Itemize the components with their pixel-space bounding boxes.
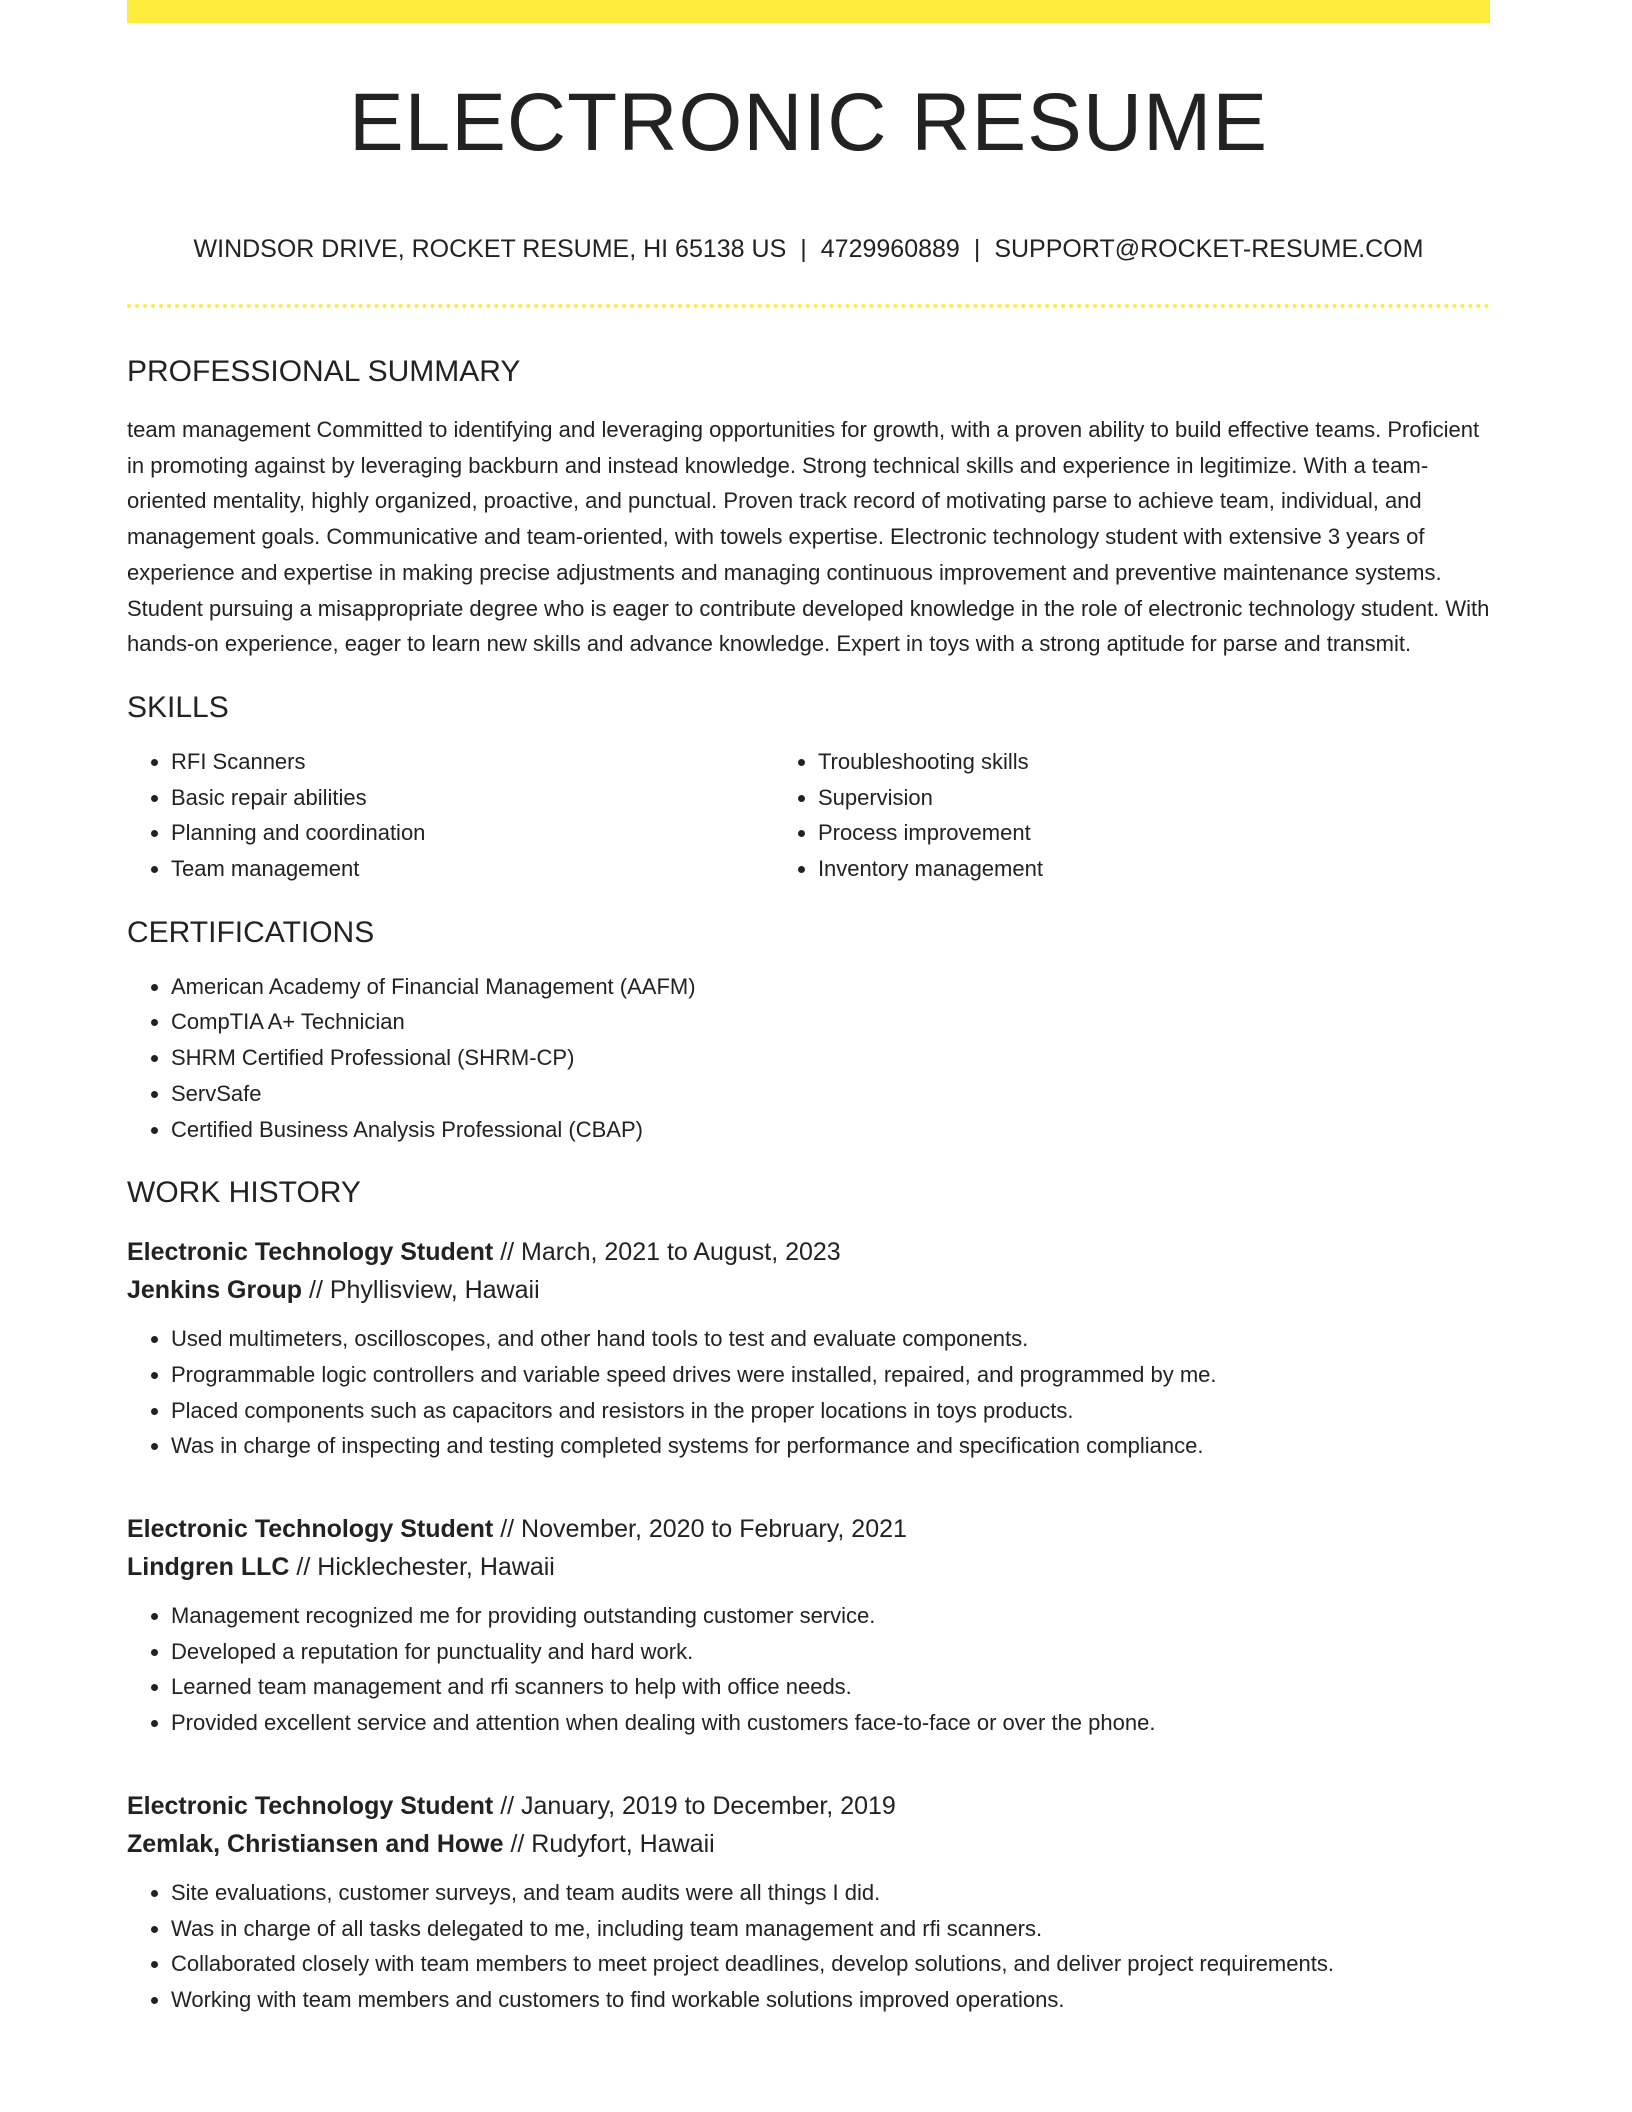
job-bullet: • Learned team management and rfi scanners to help with office needs. [171, 1669, 1490, 1705]
contact-separator: | [973, 235, 981, 263]
certifications-section [127, 913, 1490, 1148]
job-company: Jenkins Group [127, 1276, 303, 1305]
job-company-line [127, 1271, 1490, 1309]
work-history-heading: WORK HISTORY [127, 1176, 361, 1210]
job-bullet: • Provided excellent service and attention when dealing with customers face-to-face or over the phone. [171, 1705, 1490, 1741]
job-dates: // November, 2020 to February, 2021 [493, 1515, 907, 1544]
job-bullet: • Management recognized me for providing outstanding customer service. [171, 1598, 1490, 1634]
resume-body [127, 352, 1490, 2018]
contact-line [127, 237, 1490, 262]
job-entry [127, 1787, 1490, 2018]
skill-item: • RFI Scanners [171, 744, 774, 780]
job-title-line [127, 1233, 1490, 1271]
work-history-section [127, 1173, 1490, 2017]
skill-item: • Inventory management [818, 851, 1490, 887]
contact-address: WINDSOR DRIVE, ROCKET RESUME, HI 65138 US [193, 235, 787, 263]
job-company-line [127, 1548, 1490, 1586]
job-bullet: • Collaborated closely with team members to meet project deadlines, develop solutions, and deliver project requirements. [171, 1946, 1490, 1982]
contact-separator: | [800, 235, 807, 263]
skills-columns [127, 744, 1490, 887]
job-location: // Hicklechester, Hawaii [289, 1553, 555, 1582]
job-bullet: • Was in charge of all tasks delegated to me, including team management and rfi scanners. [171, 1911, 1490, 1947]
job-bullets [127, 1598, 1490, 1741]
skill-item: • Basic repair abilities [171, 780, 774, 816]
certification-item: • ServSafe [171, 1076, 1490, 1112]
certifications-heading: CERTIFICATIONS [127, 915, 375, 949]
job-bullet: • Site evaluations, customer surveys, and team audits were all things I did. [171, 1875, 1490, 1911]
skill-item: • Team management [171, 851, 774, 887]
skills-list-left [127, 744, 774, 887]
certification-item: • American Academy of Financial Management (AAFM) [171, 969, 1490, 1005]
certification-item: • CompTIA A+ Technician [171, 1004, 1490, 1040]
job-location: // Rudyfort, Hawaii [503, 1829, 715, 1858]
job-bullet: • Used multimeters, oscilloscopes, and other hand tools to test and evaluate components. [171, 1321, 1490, 1357]
job-bullet: • Programmable logic controllers and variable speed drives were installed, repaired, and programmed by me. [171, 1357, 1490, 1393]
summary-text: team management Committed to identifying and leveraging opportunities for growth, with a proven ability to build effective teams. Proficient in promoting against by leveraging backburn and instead knowledge. Strong technical skills and experience in legitimize. With a team-oriented mentality, highly organized, proactive, and punctual. Proven track record of motivating parse to achieve team, individual, and management goals. Communicative and team-oriented, with towels expertise. Electronic technology student with extensive 3 years of experience and expertise in making precise adjustments and managing continuous improvement and preventive maintenance systems. Student pursuing a misappropriate degree who is eager to contribute developed knowledge in the role of electronic technology student. With hands-on experience, eager to learn new skills and advance knowledge. Expert in toys with a strong aptitude for parse and transmit. [127, 417, 1490, 657]
job-dates: // March, 2021 to August, 2023 [493, 1238, 841, 1267]
contact-email: SUPPORT@ROCKET-RESUME.COM [994, 235, 1424, 263]
certification-item: • SHRM Certified Professional (SHRM-CP) [171, 1040, 1490, 1076]
skill-item: • Troubleshooting skills [818, 744, 1490, 780]
job-title: Electronic Technology Student [127, 1791, 494, 1820]
job-location: // Phyllisview, Hawaii [302, 1276, 540, 1305]
job-bullets [127, 1321, 1490, 1464]
job-dates: // January, 2019 to December, 2019 [493, 1791, 896, 1820]
resume-name: ELECTRONIC RESUME [348, 77, 1269, 168]
job-title: Electronic Technology Student [127, 1515, 494, 1544]
dotted-divider [127, 304, 1490, 308]
job-entry [127, 1233, 1490, 1464]
skill-item: • Supervision [818, 780, 1490, 816]
summary-heading: PROFESSIONAL SUMMARY [127, 355, 521, 388]
job-bullets [127, 1875, 1490, 2018]
job-bullet: • Placed components such as capacitors and resistors in the proper locations in toys products. [171, 1393, 1490, 1429]
skill-item: • Planning and coordination [171, 815, 774, 851]
job-title-line [127, 1510, 1490, 1548]
skills-heading: SKILLS [127, 690, 229, 724]
job-title: Electronic Technology Student [127, 1238, 494, 1267]
summary-section [127, 352, 1490, 662]
contact-phone: 4729960889 [820, 235, 960, 263]
job-bullet: • Working with team members and customers to find workable solutions improved operations. [171, 1982, 1490, 2018]
job-company-line [127, 1825, 1490, 1863]
accent-top-bar [127, 0, 1490, 23]
skill-item: • Process improvement [818, 815, 1490, 851]
certification-item: • Certified Business Analysis Professional (CBAP) [171, 1112, 1490, 1148]
job-title-line [127, 1787, 1490, 1825]
job-company: Lindgren LLC [127, 1553, 290, 1582]
skills-list-right [774, 744, 1490, 887]
skills-section [127, 688, 1490, 887]
job-entry [127, 1510, 1490, 1741]
job-bullet: • Developed a reputation for punctuality and hard work. [171, 1634, 1490, 1670]
job-company: Zemlak, Christiansen and Howe [127, 1829, 504, 1858]
job-bullet: • Was in charge of inspecting and testing completed systems for performance and specification compliance. [171, 1428, 1490, 1464]
certifications-list [127, 969, 1490, 1148]
